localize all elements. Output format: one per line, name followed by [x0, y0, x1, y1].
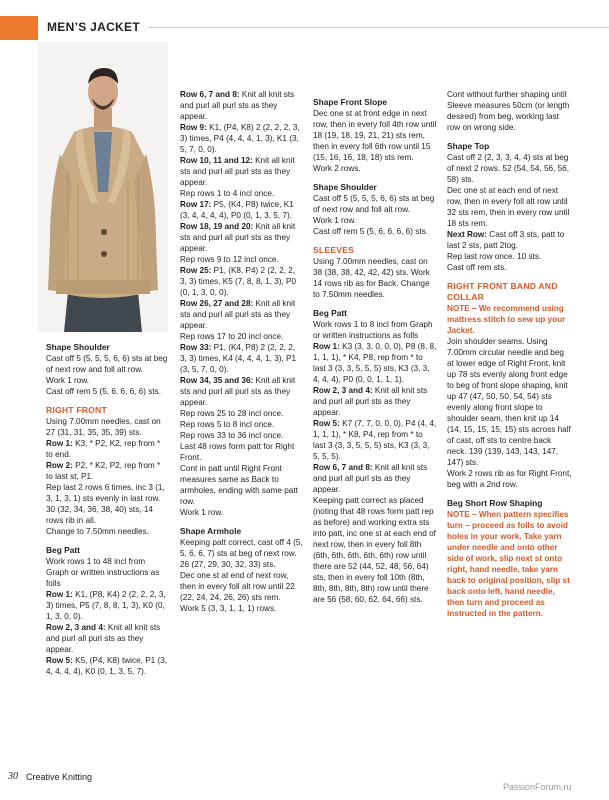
instruction-paragraph [180, 570, 304, 603]
instruction-paragraph [180, 89, 304, 122]
instruction-text: Knit all knit sts and purl all purl sts as they appear. [313, 463, 428, 494]
row-label: Row 10, 11 and 12: [180, 156, 253, 165]
instruction-text: Last 48 rows form patt for Right Front. [180, 442, 295, 462]
row-label: Row 2, 3 and 4: [46, 623, 106, 632]
header-rule [147, 27, 609, 28]
instruction-paragraph [46, 556, 168, 589]
section-heading: Beg Short Row Shaping [447, 498, 543, 508]
instruction-text: Cont without further shaping until Sleeve measures 50cm (or length desired) from beg, working last row on wrong side. [447, 90, 570, 132]
instruction-text: Knit all knit sts and purl all purl sts as they appear. [180, 222, 296, 253]
watermark: PassionForum.ru [503, 782, 572, 792]
section-heading: Shape Front Slope [313, 97, 387, 107]
magazine-name: Creative Knitting [26, 772, 93, 782]
instruction-paragraph [180, 603, 304, 614]
instruction-paragraph [180, 375, 304, 408]
instruction-text: Cast off rem sts. [447, 263, 507, 272]
instruction-text: Work 2 rows rib as for Right Front, beg with a 2nd row. [447, 469, 572, 489]
instruction-text: Rep rows 9 to 12 incl once. [180, 255, 279, 264]
instruction-paragraph [180, 199, 304, 221]
instruction-text: Using 7.00mm needles, cast on 27 (31, 31, 35, 35, 39) sts. [46, 417, 161, 437]
instruction-text: Rep last 2 rows 6 times, inc 3 (1, 3, 1, 3, 1) sts evenly in last row. 30 (32, 34, 36, 38, 40) sts, 14 rows rib in all. [46, 483, 165, 525]
man-in-cardigan-image [38, 42, 168, 332]
section-heading: Shape Armhole [180, 526, 242, 536]
page-number: 30 [8, 771, 18, 782]
instruction-paragraph [46, 353, 168, 375]
instruction-text: Knit all knit sts and purl all purl sts as they appear. [180, 156, 295, 187]
row-label: Row 1: [46, 439, 73, 448]
section-title: RIGHT FRONT [46, 405, 107, 415]
instruction-paragraph [180, 507, 304, 518]
instruction-paragraph [313, 108, 437, 163]
column-1 [46, 334, 168, 677]
instruction-text: Rep rows 5 to 8 incl once. [180, 420, 275, 429]
instruction-paragraph [46, 655, 168, 677]
instruction-paragraph [447, 336, 572, 468]
row-label: Row 2, 3 and 4: [313, 386, 373, 395]
row-label: Row 33: [180, 343, 212, 352]
instruction-paragraph [447, 262, 572, 273]
instruction-paragraph [180, 188, 304, 199]
row-label: Row 2: [46, 461, 73, 470]
column-3 [313, 89, 437, 605]
instruction-paragraph [180, 342, 304, 375]
instruction-paragraph [180, 441, 304, 463]
instruction-paragraph [180, 537, 304, 570]
instruction-paragraph [180, 221, 304, 254]
instruction-paragraph [313, 418, 437, 462]
instruction-paragraph [46, 386, 168, 397]
instruction-paragraph [46, 589, 168, 622]
instruction-paragraph [313, 462, 437, 495]
instruction-text: K7 (7, 7, 0, 0, 0), P4 (4, 4, 1, 1, 1), * K8, P4, rep from * to last 3 (3, 3, 5, 5, 5) sts, K3 (3, 3, 5, 5, 5). [313, 419, 437, 461]
section-title: SLEEVES [313, 245, 355, 255]
instruction-text: Knit all knit sts and purl all purl sts as they appear. [180, 299, 296, 330]
instruction-text: Rep rows 33 to 36 incl once. [180, 431, 284, 440]
instruction-text: Knit all knit sts and purl all purl sts as they appear. [180, 376, 296, 407]
instruction-text: Work 2 rows. [313, 164, 361, 173]
instruction-paragraph [447, 468, 572, 490]
instruction-paragraph [447, 89, 572, 133]
instruction-text: Dec one st at each end of next row, then in every foll alt row until 32 sts rem, then in every row until 18 sts rem. [447, 186, 570, 228]
instruction-paragraph [46, 482, 168, 526]
instruction-paragraph [180, 298, 304, 331]
instruction-text: Dec one st at end of next row, then in every foll alt row until 22 (22, 24, 24, 26, 26) sts rem. [180, 571, 295, 602]
note-text: NOTE – When pattern specifies turn – proceed as folls to avoid holes in your work. Take yarn under needle and onto other side of work, slip next st onto right, hand needle, take yarn back to original position, slip st back onto left, hand needle, then turn and proceed as instructed in the pattern. [447, 510, 570, 618]
instruction-text: Work rows 1 to 8 incl from Graph or written instructions as folls [313, 320, 433, 340]
section-heading: Beg Patt [46, 545, 80, 555]
instruction-paragraph [447, 185, 572, 229]
page-header [0, 16, 609, 40]
instruction-paragraph [180, 122, 304, 155]
instruction-paragraph [313, 193, 437, 215]
column-4 [447, 89, 572, 619]
instruction-text: K1, (P4, K8) 2 (2, 2, 2, 3, 3) times, P4 (4, 4, 4, 1, 3), K1 (3, 5, 7, 0, 0). [180, 123, 300, 154]
instruction-text: Cast off 5 (5, 5, 5, 6, 6) sts at beg of next row and foll alt row. [313, 194, 435, 214]
instruction-text: Rep rows 25 to 28 incl once. [180, 409, 284, 418]
instruction-paragraph [313, 385, 437, 418]
instruction-text: Rep rows 1 to 4 incl once. [180, 189, 275, 198]
instruction-paragraph [180, 430, 304, 441]
instruction-paragraph [313, 319, 437, 341]
row-label: Row 25: [180, 266, 212, 275]
instruction-text: Keeping patt correct, cast off 4 (5, 5, 6, 6, 7) sts at beg of next row. 26 (27, 29, 30, 32, 33) sts. [180, 538, 303, 569]
instruction-paragraph [180, 408, 304, 419]
instruction-paragraph [447, 152, 572, 185]
instruction-text: Join shoulder seams. Using 7.00mm circular needle and beg at lower edge of Right Front, knit up 78 sts evenly along front edge to beg of front slope shaping, knit up 47 (47, 50, 50, 54, 54) sts evenly along front slope to shoulder seam, then knit up 14 (14, 15, 15, 15, 15) sts across half of cast, off sts to centre back neck. 139 (139, 143, 143, 147, 147) sts. [447, 337, 571, 467]
instruction-text: Work 1 row. [180, 508, 224, 517]
instruction-text: Cast off 2 (2, 3, 3, 4, 4) sts at beg of next 2 rows. 52 (54, 54, 56, 56, 58) sts. [447, 153, 569, 184]
instruction-paragraph [180, 265, 304, 298]
instruction-paragraph [180, 155, 304, 188]
instruction-paragraph [46, 526, 168, 537]
instruction-text: Rep last row once. 10 sts. [447, 252, 542, 261]
instruction-paragraph [313, 215, 437, 226]
instruction-paragraph [180, 254, 304, 265]
row-label: Row 34, 35 and 36: [180, 376, 254, 385]
instruction-text: P1, (K8, P4) 2 (2, 2, 2, 3, 3) times, K5 (7, 8, 8, 1, 3), P0 (0, 1, 3, 0, 0). [180, 266, 297, 297]
instruction-text: Dec one st at front edge in next row, then in every foll 4th row until 18 (19, 18, 19, 21, 21) sts rem, then in every foll 6th row until 15 (15, 16, 16, 18, 18) sts rem. [313, 109, 437, 162]
instruction-text: Work 1 row. [313, 216, 357, 225]
instruction-text: Keeping patt correct as placed (noting that 48 rows form patt rep as before) and working extra sts into patt, inc one st at each end of next row, then in every foll 8th (6th, 6th, 6th, 6th, 6th) row until there are 52 (44, 52, 48, 56, 64) sts, then in every foll 10th (8th, 8th, 8th, 8th, 8th) row until there are 56 (58, 60, 62, 64, 66) sts. [313, 496, 436, 604]
instruction-text: Cont in patt until Right Front measures same as Back to armholes, ending with same patt row. [180, 464, 298, 506]
row-label: Row 9: [180, 123, 207, 132]
accent-block [0, 16, 38, 40]
instruction-text: Work 1 row. [46, 376, 90, 385]
note-text: NOTE – We recommend using mattress stitch to sew up your Jacket. [447, 304, 566, 335]
instruction-paragraph [46, 438, 168, 460]
section-heading: Shape Shoulder [46, 342, 110, 352]
instruction-paragraph [447, 251, 572, 262]
instruction-text: Knit all knit sts and purl all purl sts as they appear. [46, 623, 161, 654]
instruction-text: K5, (P4, K8) twice, P1 (3, 4, 4, 4, 4), K0 (0, 1, 3, 5, 7). [46, 656, 168, 676]
instruction-text: Rep rows 17 to 20 incl once. [180, 332, 284, 341]
instruction-text: Knit all knit sts and purl all purl sts as they appear. [313, 386, 428, 417]
row-label: Row 5: [313, 419, 340, 428]
instruction-paragraph [447, 229, 572, 251]
instruction-text: Work 5 (3, 3, 1, 1, 1) rows. [180, 604, 277, 613]
instruction-paragraph [313, 163, 437, 174]
instruction-text: Knit all knit sts and purl all purl sts as they appear. [180, 90, 295, 121]
instruction-text: K1, (P8, K4) 2 (2, 2, 2, 3, 3) times, P5 (7, 8, 8, 1, 3), K0 (0, 1, 3, 0, 0). [46, 590, 166, 621]
row-label: Row 26, 27 and 28: [180, 299, 254, 308]
section-heading: Beg Patt [313, 308, 347, 318]
instruction-paragraph [46, 460, 168, 482]
instruction-text: P5, (K4, P8) twice, K1 (3, 4, 4, 4, 4), P0 (0, 1, 3, 5, 7). [180, 200, 294, 220]
instruction-text: P2, * K2, P2, rep from * to last st, P1. [46, 461, 161, 481]
row-label: Row 5: [46, 656, 73, 665]
instruction-text: K3 (3, 3, 0, 0, 0), P8 (8, 8, 1, 1, 1), * K4, P8, rep from * to last 3 (3, 3, 5, 5, 5) sts, K3 (3, 3, 4, 4, 4), P0 (0, 0, 1, 1, 1). [313, 342, 437, 384]
instruction-paragraph [180, 463, 304, 507]
column-2 [180, 89, 304, 614]
row-label: Row 1: [46, 590, 73, 599]
row-label: Row 6, 7 and 8: [313, 463, 373, 472]
section-heading: Shape Shoulder [313, 182, 377, 192]
instruction-text: Using 7.00mm needles, cast on 38 (38, 38, 42, 42, 42) sts. Work 14 rows rib as for Back. Change to 7.50mm needles. [313, 257, 430, 299]
instruction-text: Cast off rem 5 (5, 6, 6, 6, 6) sts. [313, 227, 428, 236]
instruction-text: Cast off 3 sts, patt to last 2 sts, patt 2tog. [447, 230, 565, 250]
instruction-paragraph [180, 419, 304, 430]
section-heading: Shape Top [447, 141, 490, 151]
instruction-text: Cast off 5 (5, 5, 5, 6, 6) sts at beg of next row and foll alt row. [46, 354, 168, 374]
page-title: MEN’S JACKET [47, 20, 140, 34]
instruction-paragraph [46, 375, 168, 386]
row-label: Row 17: [180, 200, 212, 209]
section-title: RIGHT FRONT BAND AND COLLAR [447, 281, 558, 302]
instruction-paragraph [313, 495, 437, 605]
row-label: Row 18, 19 and 20: [180, 222, 254, 231]
instruction-text: Change to 7.50mm needles. [46, 527, 149, 536]
instruction-paragraph [313, 256, 437, 300]
instruction-text: K3, * P2, K2, rep from * to end. [46, 439, 161, 459]
instruction-text: Work rows 1 to 48 incl from Graph or written instructions as folls [46, 557, 160, 588]
instruction-paragraph [46, 622, 168, 655]
row-label: Row 6, 7 and 8: [180, 90, 240, 99]
row-label: Next Row: [447, 230, 488, 239]
row-label: Row 1: [313, 342, 340, 351]
instruction-paragraph [180, 331, 304, 342]
instruction-paragraph [313, 341, 437, 385]
model-photo [38, 42, 168, 332]
instruction-text: Cast off rem 5 (5, 6, 6, 6, 6) sts. [46, 387, 161, 396]
instruction-paragraph [46, 416, 168, 438]
instruction-text: P1, (K4, P8) 2 (2, 2, 2, 3, 3) times, K4 (4, 4, 4, 1, 3), P1 (3, 5, 7, 0, 0). [180, 343, 297, 374]
instruction-paragraph [313, 226, 437, 237]
